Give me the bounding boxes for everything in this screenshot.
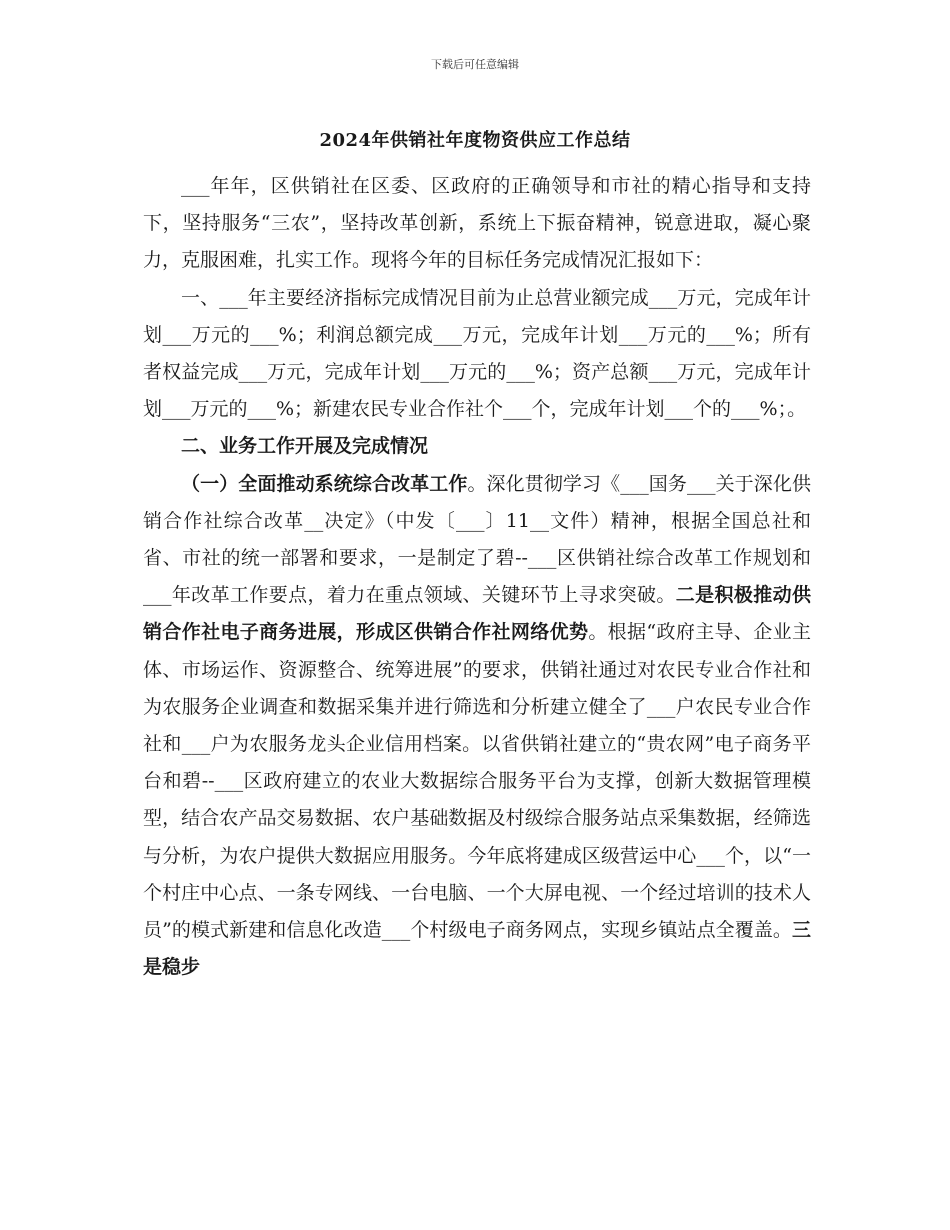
part-1-heading: （一）全面推动系统综合改革工作: [181, 472, 468, 495]
part-2-heading: 二是积极推动供销合作社电子商务进展，形成区供销合作社网络优势: [143, 584, 811, 644]
document-body: [143, 168, 811, 986]
section-2-heading-text: 二、业务工作开展及完成情况: [181, 435, 429, 458]
intro-paragraph: ___年年，区供销社在区委、区政府的正确领导和市社的精心指导和支持下，坚持服务“三农”，坚持改革创新，系统上下振奋精神，锐意进取，凝心聚力，克服困难，扎实工作。现将今年的目标任务完成情况汇报如下：: [143, 175, 811, 272]
part-1-text: 。深化贯彻学习《___国务___关于深化供销合作社综合改革__决定》（中发〔___〕11__文件）精神，根据全国总社和省、市社的统一部署和要求，一是制定了碧--___区供销社综合改革工作规划和___年改革工作要点，着力在重点领域、关键环节上寻求突破。: [143, 472, 811, 607]
section-2-heading: [143, 428, 811, 465]
part-1-paragraph: [143, 466, 811, 987]
part-2-text: 。根据“政府主导、企业主体、市场运作、资源整合、统筹进展”的要求，供销社通过对农民专业合作社和为农服务企业调查和数据采集并进行筛选和分析建立健全了___户农民专业合作社和___户为农服务龙头企业信用档案。以省供销社建立的“贵农网”电子商务平台和碧--___区政府建立的农业大数据综合服务平台为支撑，创新大数据管理模型，结合农产品交易数据、农户基础数据及村级综合服务站点采集数据，经筛选与分析，为农户提供大数据应用服务。今年底将建成区级营运中心___个，以“一个村庄中心点、一条专网线、一台电脑、一个大屏电视、一个经过培训的技术人员”的模式新建和信息化改造___个村级电子商务网点，实现乡镇站点全覆盖。: [143, 621, 811, 942]
section-1-paragraph: 一、___年主要经济指标完成情况目前为止总营业额完成___万元，完成年计划___万元的___%；利润总额完成___万元，完成年计划___万元的___%；所有者权益完成___万元，完成年计划___万元的___%；资产总额___万元，完成年计划___万元的___%；新建农民专业合作社个___个，完成年计划___个的___%；。: [143, 286, 811, 421]
part-3-heading: 三是稳步: [143, 919, 811, 979]
page-header-note: 下载后可任意编辑: [431, 58, 519, 71]
document-title: 2024年供销社年度物资供应工作总结: [319, 130, 631, 151]
